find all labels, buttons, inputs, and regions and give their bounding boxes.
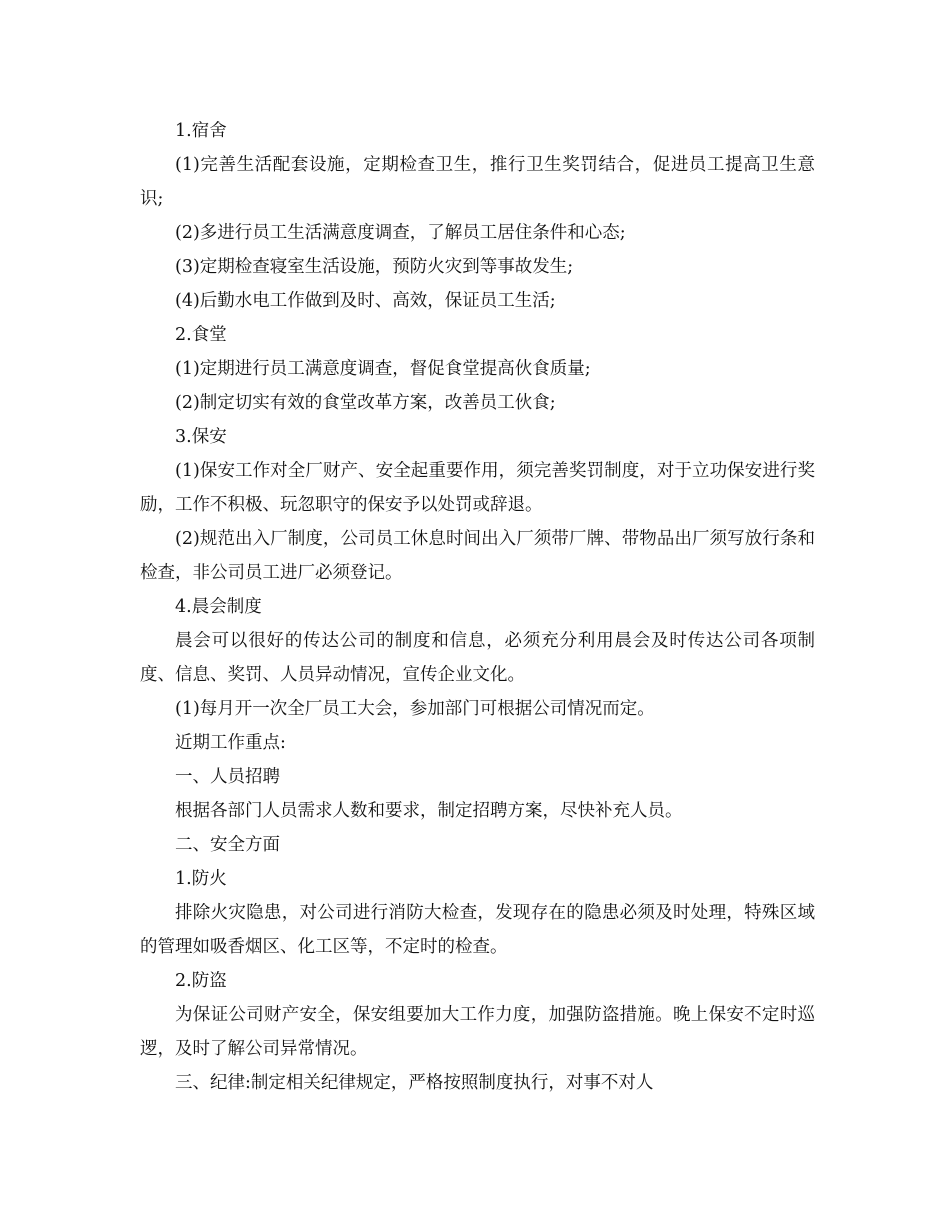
- paragraph-canteen-1: (1)定期进行员工满意度调查，督促食堂提高伙食质量;: [175, 359, 591, 379]
- paragraph-morning-meeting-1: (1)每月开一次全厂员工大会，参加部门可根据公司情况而定。: [175, 699, 655, 719]
- heading-fire-prevention: 1.防火: [175, 869, 227, 889]
- document-body: [140, 114, 815, 1100]
- paragraph-dormitory-2: (2)多进行员工生活满意度调查，了解员工居住条件和心态;: [175, 223, 626, 243]
- paragraph-recruitment: 根据各部门人员需求人数和要求，制定招聘方案，尽快补充人员。: [175, 801, 683, 821]
- paragraph-morning-meeting-intro: 晨会可以很好的传达公司的制度和信息，必须充分利用晨会及时传达公司各项制度、信息、奖罚、人员异动情况，宣传企业文化。: [140, 631, 815, 685]
- paragraph-security-1: (1)保安工作对全厂财产、安全起重要作用，须完善奖罚制度，对于立功保安进行奖励，工作不积极、玩忽职守的保安予以处罚或辞退。: [140, 461, 815, 515]
- section-heading-morning-meeting: 4.晨会制度: [175, 597, 262, 617]
- section-heading-security: 3.保安: [175, 427, 227, 447]
- heading-recent-priorities: 近期工作重点:: [175, 733, 286, 753]
- section-heading-canteen: 2.食堂: [175, 325, 227, 345]
- paragraph-discipline: 三、纪律:制定相关纪律规定，严格按照制度执行，对事不对人: [175, 1073, 654, 1093]
- paragraph-dormitory-4: (4)后勤水电工作做到及时、高效，保证员工生活;: [175, 291, 556, 311]
- paragraph-fire-prevention: 排除火灾隐患，对公司进行消防大检查，发现存在的隐患必须及时处理，特殊区域的管理如吸香烟区、化工区等，不定时的检查。: [140, 903, 815, 957]
- section-heading-dormitory: 1.宿舍: [175, 121, 227, 141]
- heading-recruitment: 一、人员招聘: [175, 767, 280, 787]
- paragraph-dormitory-1: (1)完善生活配套设施，定期检查卫生，推行卫生奖罚结合，促进员工提高卫生意识;: [140, 155, 815, 209]
- paragraph-theft-prevention: 为保证公司财产安全，保安组要加大工作力度，加强防盗措施。晚上保安不定时巡逻，及时了解公司异常情况。: [140, 1005, 815, 1059]
- paragraph-dormitory-3: (3)定期检查寝室生活设施，预防火灾到等事故发生;: [175, 257, 574, 277]
- paragraph-security-2: (2)规范出入厂制度，公司员工休息时间出入厂须带厂牌、带物品出厂须写放行条和检查，非公司员工进厂必须登记。: [140, 529, 815, 583]
- heading-safety: 二、安全方面: [175, 835, 280, 855]
- paragraph-canteen-2: (2)制定切实有效的食堂改革方案，改善员工伙食;: [175, 393, 556, 413]
- heading-theft-prevention: 2.防盗: [175, 971, 227, 991]
